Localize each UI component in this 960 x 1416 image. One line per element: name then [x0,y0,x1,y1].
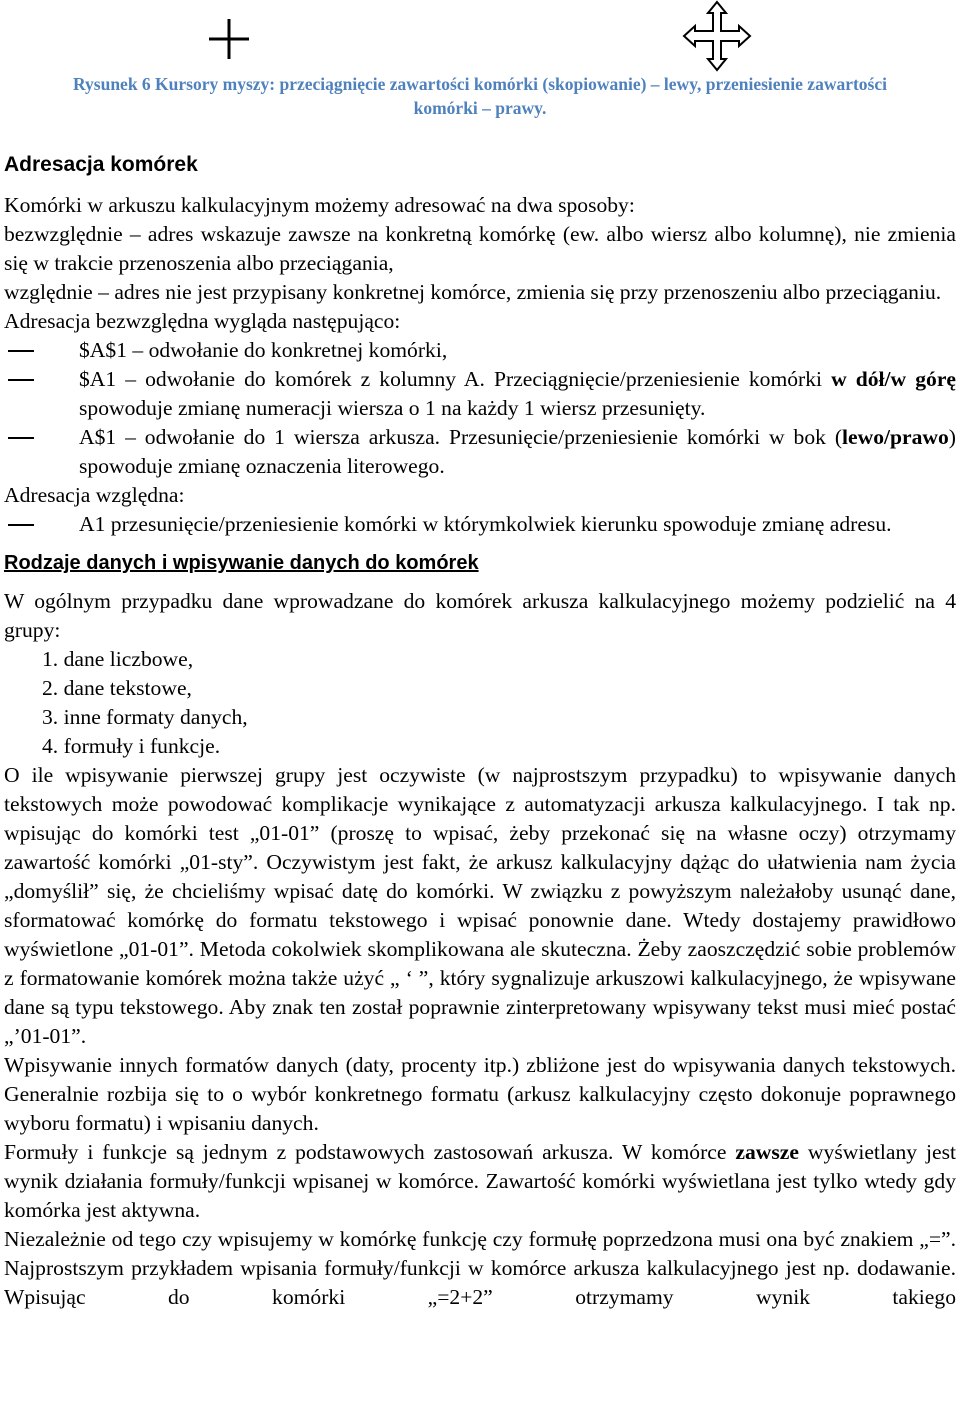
list-item: 3. inne formaty danych, [42,705,248,729]
paragraph-relative-intro: Adresacja względna: [4,483,185,507]
caption-line-2: komórki – prawy. [413,98,547,118]
absolute-addressing-list [4,336,956,481]
paragraph-intro: Komórki w arkuszu kalkulacyjnym możemy adresować na dwa sposoby: [4,193,635,217]
heading-data-types: Rodzaje danych i wpisywanie danych do komórek [4,552,479,574]
paragraph-absolute-intro: Adresacja bezwzględna wygląda następująco: [4,309,401,333]
list-item: $A$1 – odwołanie do konkretnej komórki, [4,336,956,365]
move-arrows-icon [682,0,752,72]
relative-addressing-list [4,510,956,539]
figure-caption [20,72,940,120]
document-body [4,150,956,1312]
caption-line-1: Rysunek 6 Kursory myszy: przeciągnięcie zawartości komórki (skopiowanie) – lewy, przeniesienie zawartości [73,74,887,94]
paragraph-formulas: Formuły i funkcje są jednym z podstawowych zastosowań arkusza. W komórce zawsze wyświetlany jest wynik działania formuły/funkcji wpisanej w komórce. Zawartość komórki wyświetlana jest tylko wtedy gdy komórka jest aktywna. [4,1140,957,1222]
paragraph-text-data: O ile wpisywanie pierwszej grupy jest oczywiste (w najprostszym przypadku) to wpisywanie danych tekstowych może powodować komplikacje wynikające z automatyzacji arkusza kalkulacyjnego. I tak np. wpisując do komórki test „01-01” (proszę to wpisać, żeby przekonać się na własne oczy) otrzymamy zawartość komórki „01-sty”. Oczywistym jest fakt, że arkusz kalkulacyjny dążąc do ułatwienia nam życia „domyślił” się, że chcieliśmy wpisać datę do komórki. W związku z powyższym należałoby usunąć dane, sformatować komórkę do formatu tekstowego i wpisać ponownie dane. Wtedy dostajemy prawidłowo wyświetlone „01-01”. Metoda cokolwiek skomplikowana ale skuteczna. Żeby zaoszczędzić sobie problemów z formatowanie komórek można także użyć „ ‘ ”, który sygnalizuje arkuszowi kalkulacyjnego, że wpisywane dane są typu tekstowego. Aby znak ten został poprawnie zinterpretowany wpisywany tekst musi mieć postać „’01-01”. [4,763,956,1048]
paragraph-absolute: bezwzględnie – adres wskazuje zawsze na konkretną komórkę (ew. albo wiersz albo kolumnę), nie zmienia się w trakcie przenoszenia albo przeciągania, [4,222,956,275]
list-item: 4. formuły i funkcje. [42,734,221,758]
paragraph-data-groups-intro: W ogólnym przypadku dane wprowadzane do komórek arkusza kalkulacyjnego możemy podzielić na 4 grupy: [4,589,956,642]
list-item: 1. dane liczbowe, [42,647,194,671]
list-item: A$1 – odwołanie do 1 wiersza arkusza. Przesunięcie/przeniesienie komórki w bok (lewo/prawo) spowoduje zmianę oznaczenia literowego. [4,423,956,481]
heading-cell-addressing: Adresacja komórek [4,153,198,176]
list-item: 2. dane tekstowe, [42,676,192,700]
paragraph-equals-sign: Niezależnie od tego czy wpisujemy w komórkę funkcję czy formułę poprzedzona musi ona być znakiem „=”. Najprostszym przykładem wpisania formuły/funkcji w komórce arkusza kalkulacyjnego jest np. dodawanie. Wpisując do komórki „=2+2” otrzymamy wynik takiego [4,1227,956,1309]
list-item: A1 przesunięcie/przeniesienie komórki w którymkolwiek kierunku spowoduje zmianę adresu. [4,510,956,539]
data-groups-list [4,645,956,761]
paragraph-other-formats: Wpisywanie innych formatów danych (daty, procenty itp.) zbliżone jest do wpisywania danych tekstowych. Generalnie rozbija się to o wybór konkretnego formatu (arkusz kalkulacyjny często dokonuje poprawnego wyboru formatu) i wpisaniu danych. [4,1053,956,1135]
paragraph-relative: względnie – adres nie jest przypisany konkretnej komórce, zmienia się przy przenoszeniu albo przeciąganiu. [4,280,942,304]
list-item: $A1 – odwołanie do komórek z kolumny A. Przeciągnięcie/przeniesienie komórki w dół/w górę spowoduje zmianę numeracji wiersza o 1 na każdy 1 wiersz przesunięty. [4,365,956,423]
mouse-cursors-figure [0,0,960,76]
crosshair-plus-icon [208,18,250,60]
